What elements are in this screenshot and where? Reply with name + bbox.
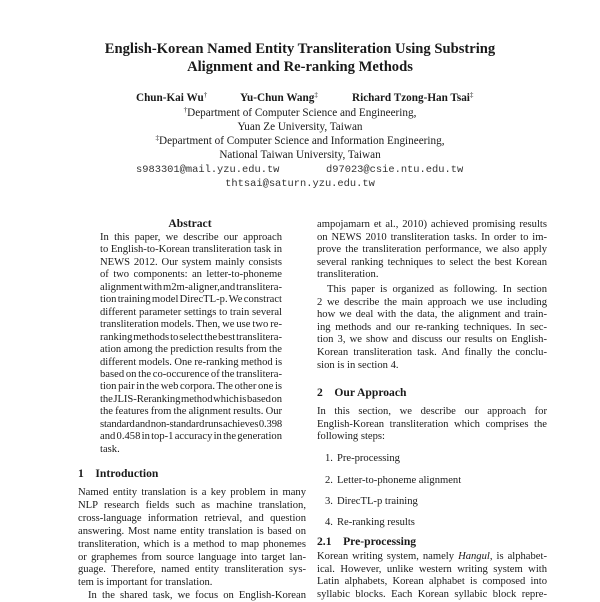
paragraph-line: prove the transliteration performance, we also apply bbox=[317, 244, 547, 255]
paragraph-line: This paper is organized as following. In section bbox=[327, 284, 547, 295]
paragraph-line: ing methods and our re-ranking techniques. In sec- bbox=[317, 322, 547, 333]
paragraph-line: tem is important for translation. bbox=[78, 577, 213, 588]
section-2-heading bbox=[317, 386, 406, 400]
text-run: Korean writing system, namely bbox=[317, 551, 459, 562]
italic-term: Hangul bbox=[458, 551, 490, 562]
paragraph-line: guage. Therefore, named entity transliteration sys- bbox=[78, 564, 306, 575]
author-3 bbox=[352, 92, 473, 105]
author-2 bbox=[240, 92, 318, 105]
paragraph-line: In this section, we describe our approach for bbox=[317, 406, 547, 417]
affiliation-mark: † bbox=[183, 106, 188, 114]
paragraph-line: following steps: bbox=[317, 431, 385, 442]
abstract-heading: Abstract bbox=[168, 217, 212, 230]
paragraph-line: ranking methods to select the best translitera- bbox=[100, 332, 282, 343]
text-run: , is alphabet- bbox=[489, 551, 547, 562]
paragraph-line: tion 3, we show and discuss our results on English- bbox=[317, 334, 547, 345]
paragraph-line: tion pair in the web corpora. The other one is bbox=[100, 381, 283, 392]
paragraph-line: syllabic blocks. Each Korean syllabic block repre- bbox=[317, 589, 547, 600]
list-text: DirecTL-p training bbox=[336, 496, 418, 507]
section-title: Pre-processing bbox=[343, 535, 417, 548]
affiliation-mark: ‡ bbox=[155, 134, 159, 142]
section-number: 2 bbox=[317, 386, 323, 399]
list-number: 1. bbox=[325, 453, 333, 464]
paragraph-line: different models. One re-ranking method is bbox=[100, 357, 283, 368]
list-item bbox=[325, 453, 400, 465]
paragraph-line: transliteration. bbox=[317, 269, 379, 280]
affiliation-text: Department of Computer Science and Engineering, bbox=[187, 107, 417, 119]
author-name: Richard Tzong-Han Tsai bbox=[352, 92, 470, 104]
subsection-2-1-heading bbox=[317, 535, 416, 549]
paragraph-line: Named entity translation is a key problem in many bbox=[78, 487, 306, 498]
paragraph-line: different parameter settings to train several bbox=[100, 307, 282, 318]
affiliation-3 bbox=[0, 135, 600, 148]
paragraph-line bbox=[317, 551, 547, 563]
section-title: Introduction bbox=[95, 467, 159, 480]
section-number: 1 bbox=[78, 467, 84, 480]
email-1: s983301@mail.yzu.edu.tw bbox=[136, 164, 280, 176]
paragraph-line: the features from the alignment results. Our bbox=[100, 406, 283, 417]
paragraph-line: Korean transliteration task. And finally the conclu- bbox=[317, 347, 547, 358]
affiliation-text: National Taiwan University, Taiwan bbox=[219, 149, 381, 161]
author-mark: ‡ bbox=[314, 91, 318, 99]
list-item bbox=[325, 496, 418, 508]
paragraph-line: ampojamarn et al., 2010) achieved promising results bbox=[317, 219, 547, 230]
paragraph-line: NLP research fields such as machine translation, bbox=[78, 500, 306, 511]
paragraph-line: NEWS 2012. Our system mainly consists bbox=[100, 257, 282, 268]
author-mark: † bbox=[203, 91, 208, 99]
paragraph-line: the JLIS-Reranking method which is based on bbox=[100, 394, 282, 405]
paragraph-line: how we deal with the data, the alignment and train- bbox=[317, 309, 547, 320]
author-list bbox=[0, 92, 600, 105]
paragraph-line: to English-to-Korean transliteration task in bbox=[100, 244, 282, 255]
affiliation-1 bbox=[0, 107, 600, 120]
list-number: 3. bbox=[325, 496, 333, 507]
paragraph-line: transliteration models. Then, we use two re- bbox=[100, 319, 282, 330]
paragraph-line: on NEWS 2010 transliteration tasks. In order to im- bbox=[317, 232, 547, 243]
email-3: thtsai@saturn.yzu.edu.tw bbox=[225, 178, 375, 190]
paragraph-line: Latin alphabets, Korean alphabet is composed into bbox=[317, 576, 547, 587]
list-number: 2. bbox=[325, 475, 333, 486]
paragraph-line: and 0.458 in top-1 accuracy in the generation bbox=[100, 431, 282, 442]
paragraph-line: In the shared task, we focus on English-Korean bbox=[88, 590, 306, 601]
author-1 bbox=[136, 92, 207, 105]
list-text: Re-ranking results bbox=[336, 517, 415, 528]
paragraph-line: 2 we describe the main approach we use including bbox=[317, 297, 547, 308]
paragraph-line: cross-language information retrieval, and question bbox=[78, 513, 306, 524]
list-item bbox=[325, 475, 461, 487]
affiliation-text: Department of Computer Science and Information Engineering, bbox=[159, 135, 445, 147]
email-2: d97023@csie.ntu.edu.tw bbox=[326, 164, 464, 176]
author-name: Yu-Chun Wang bbox=[240, 92, 315, 104]
paragraph-line: alignment with m2m-aligner,and translitera- bbox=[100, 282, 283, 293]
paragraph-line: transliteration, which is a method to map phonemes bbox=[78, 539, 306, 550]
affiliation-2 bbox=[0, 121, 600, 134]
author-mark: ‡ bbox=[469, 91, 474, 99]
paragraph-line: of two components: an letter-to-phoneme bbox=[100, 269, 282, 280]
list-text: Pre-processing bbox=[336, 453, 400, 464]
paragraph-line: ation among the prediction results from the bbox=[100, 344, 282, 355]
author-name: Chun-Kai Wu bbox=[136, 92, 204, 104]
paragraph-line: English-Korean transliteration which comprises the bbox=[317, 419, 547, 430]
paragraph-line: sion is in section 4. bbox=[317, 360, 399, 371]
paragraph-line: task. bbox=[100, 444, 120, 455]
affiliation-4 bbox=[0, 149, 600, 162]
paragraph-line: In this paper, we describe our approach bbox=[100, 232, 282, 243]
section-1-heading bbox=[78, 467, 158, 481]
section-title: Our Approach bbox=[334, 386, 407, 399]
paragraph-line: ical. However, unlike western writing system with bbox=[317, 564, 547, 575]
paragraph-line: standard and non-standard runs achieves 0.398 bbox=[100, 419, 282, 430]
paper-title-line-2: Alignment and Re-ranking Methods bbox=[187, 59, 413, 75]
section-number: 2.1 bbox=[317, 535, 332, 548]
paragraph-line: based on the co-occurence of the translitera- bbox=[100, 369, 282, 380]
paragraph-line: or graphemes from source language into target lan- bbox=[78, 552, 306, 563]
paragraph-line: several ranking techniques to select the best Korean bbox=[317, 257, 547, 268]
list-item bbox=[325, 517, 415, 529]
list-number: 4. bbox=[325, 517, 333, 528]
paragraph-line: answering. Most name entity translation is based on bbox=[78, 526, 306, 537]
list-text: Letter-to-phoneme alignment bbox=[336, 475, 462, 486]
paragraph-line: tion training model DirecTL-p. We constract bbox=[100, 294, 282, 305]
affiliation-text: Yuan Ze University, Taiwan bbox=[237, 121, 363, 133]
paper-title-line-1: English-Korean Named Entity Transliteration Using Substring bbox=[104, 41, 496, 57]
